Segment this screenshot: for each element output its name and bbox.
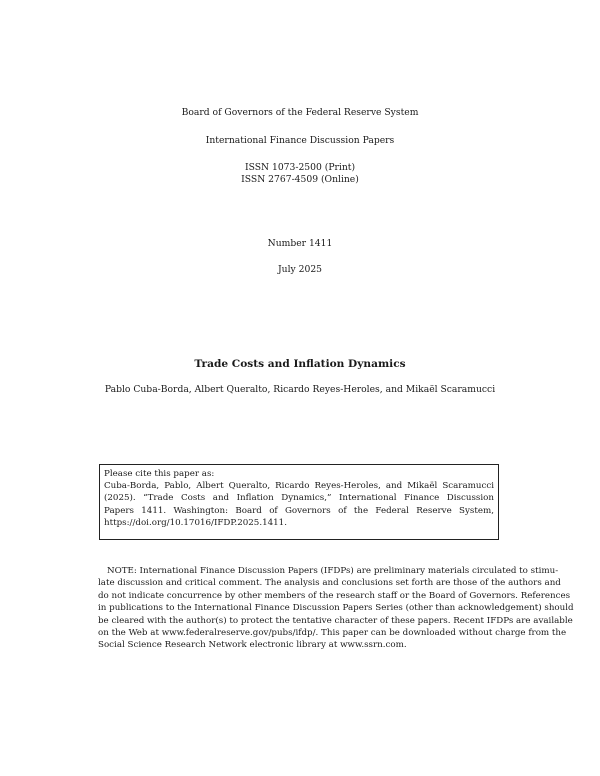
note-line: on the Web at www.federalreserve.gov/pubs/ifdp/. This paper can be downloaded without charge from the <box>98 628 567 639</box>
citation-box <box>99 464 499 540</box>
citation-line: Please cite this paper as: <box>104 469 215 479</box>
note-line: late discussion and critical comment. The analysis and conclusions set forth are those of the authors and <box>98 578 561 589</box>
paper-number: Number 1411 <box>267 238 333 249</box>
issn-print: ISSN 1073-2500 (Print) <box>244 162 356 173</box>
citation-line: Papers 1411. Washington: Board of Governors of the Federal Reserve System, <box>104 505 494 516</box>
institution-name: Board of Governors of the Federal Reserve System <box>181 107 419 118</box>
note-line: do not indicate concurrence by other members of the research staff or the Board of Governors. References <box>98 590 571 601</box>
series-name: International Finance Discussion Papers <box>205 135 395 146</box>
note-line: NOTE: International Finance Discussion Papers (IFDPs) are preliminary materials circulated to stimu- <box>107 566 559 576</box>
paper-date: July 2025 <box>277 264 323 275</box>
author-list: Pablo Cuba-Borda, Albert Queralto, Ricardo Reyes-Heroles, and Mikaël Scaramucci <box>104 384 496 395</box>
paper-title: Trade Costs and Inflation Dynamics <box>194 358 406 370</box>
citation-doi[interactable]: https://doi.org/10.17016/IFDP.2025.1411. <box>104 517 287 528</box>
issn-online: ISSN 2767-4509 (Online) <box>241 174 359 185</box>
citation-line: Cuba-Borda, Pablo, Albert Queralto, Ricardo Reyes-Heroles, and Mikaël Scaramucci <box>104 481 494 492</box>
note-line: be cleared with the author(s) to protect the tentative character of these papers. Recent IFDPs are available <box>98 615 573 626</box>
citation-line: (2025). “Trade Costs and Inflation Dynamics,” International Finance Discussion <box>104 493 494 504</box>
note-line: in publications to the International Finance Discussion Papers Series (other than acknowledgement) should <box>98 603 574 614</box>
note-line: Social Science Research Network electronic library at www.ssrn.com. <box>98 640 407 651</box>
disclaimer-note <box>98 565 574 652</box>
